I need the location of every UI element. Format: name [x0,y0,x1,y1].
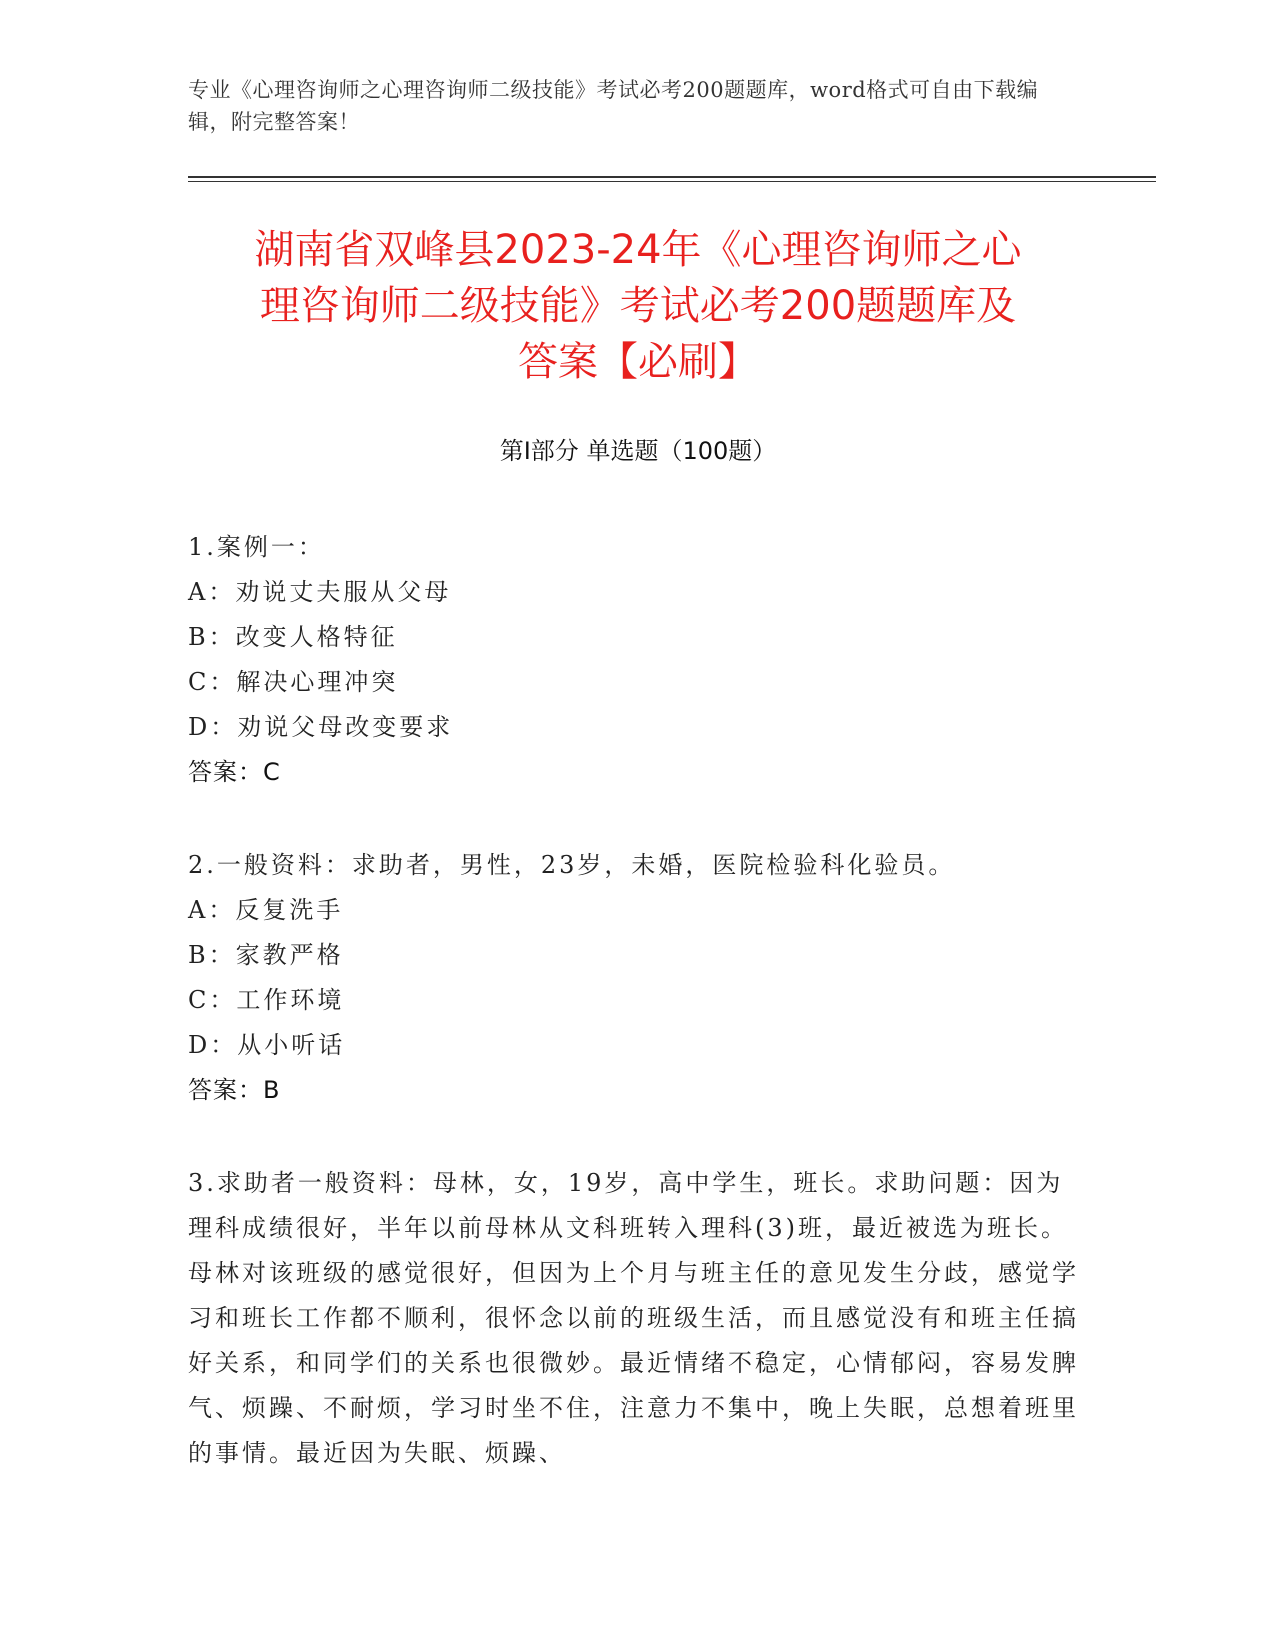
option-a: A：劝说丈夫服从父母 [188,578,452,606]
question-stem: 1.案例一： [188,533,325,561]
question-2 [188,843,1088,1113]
option-d: D：劝说父母改变要求 [188,713,454,741]
option-c: C：工作环境 [188,986,345,1014]
question-3 [188,1161,1088,1476]
question-1 [188,525,1088,795]
question-stem: 3.求助者一般资料：母林，女，19岁，高中学生，班长。求助问题：因为理科成绩很好，半年以前母林从文科班转入理科(3)班，最近被选为班长。母林对该班级的感觉很好，但因为上个月与班主任的意见发生分歧，感觉学习和班长工作都不顺利，很怀念以前的班级生活，而且感觉没有和班主任搞好关系，和同学们的关系也很微妙。最近情绪不稳定，心情郁闷，容易发脾气、烦躁、不耐烦，学习时坐不住，注意力不集中，晚上失眠，总想着班里的事情。最近因为失眠、烦躁、 [188,1169,1079,1467]
option-c: C：解决心理冲突 [188,668,399,696]
option-b: B：改变人格特征 [188,623,398,651]
title-line-3: 答案【必刷】 [518,339,758,385]
answer: 答案：C [188,758,281,786]
question-stem: 2.一般资料：求助者，男性，23岁，未婚，医院检验科化验员。 [188,851,956,879]
header-rule-thin [188,181,1156,182]
document-title [188,222,1088,390]
option-a: A：反复洗手 [188,896,344,924]
option-b: B：家教严格 [188,941,344,969]
title-line-2: 理咨询师二级技能》考试必考200题题库及 [259,283,1017,329]
option-d: D：从小听话 [188,1031,346,1059]
header-note: 专业《心理咨询师之心理咨询师二级技能》考试必考200题题库，word格式可自由下载编辑，附完整答案！ [188,78,1039,134]
answer: 答案：B [188,1076,281,1104]
title-line-1: 湖南省双峰县2023-24年《心理咨询师之心 [254,227,1022,273]
header-rule-thick [188,176,1156,178]
section-heading: 第I部分 单选题（100题） [499,437,777,465]
